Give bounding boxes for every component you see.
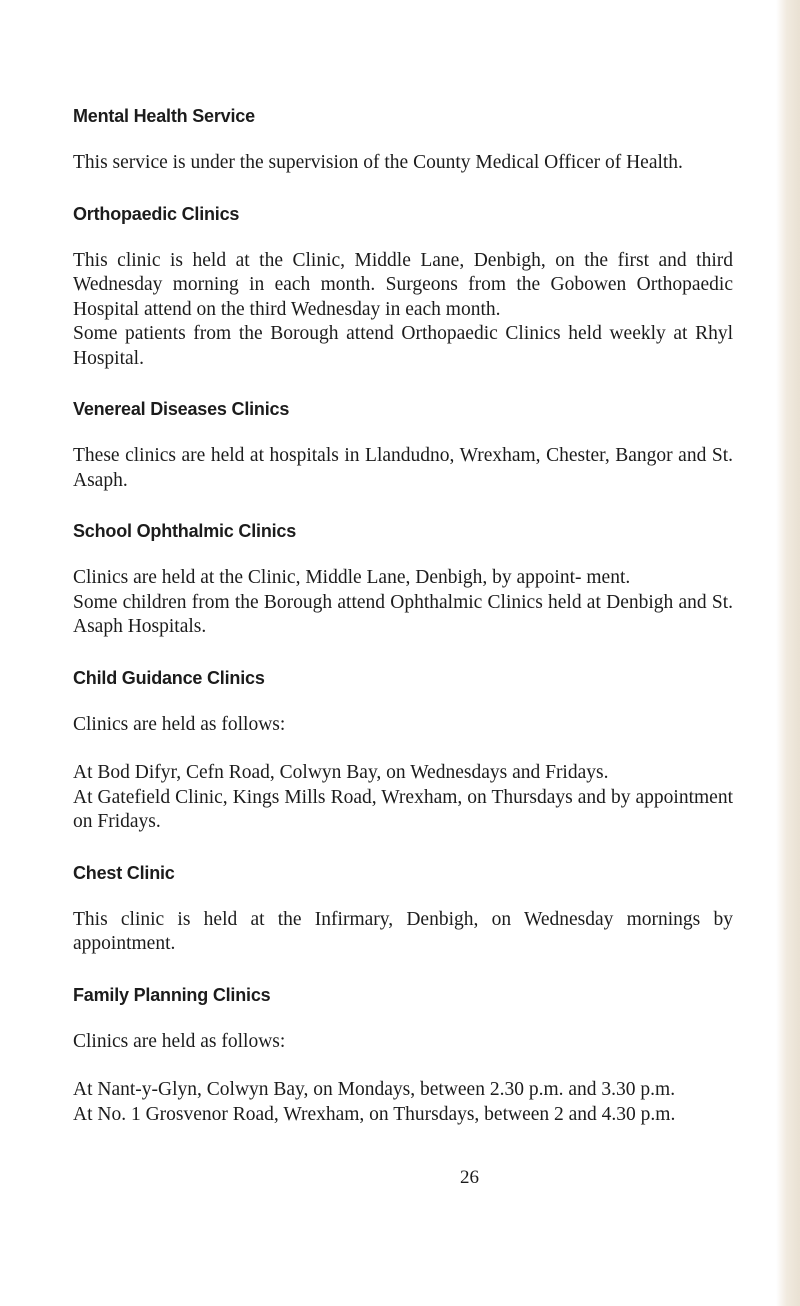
paragraph-block bbox=[73, 249, 733, 372]
section-child-guidance-clinics bbox=[73, 666, 733, 835]
section-family-planning-clinics bbox=[73, 983, 733, 1128]
paragraph: Clinics are held as follows: bbox=[73, 713, 286, 735]
section-heading: Child Guidance Clinics bbox=[73, 667, 265, 688]
section-heading: School Ophthalmic Clinics bbox=[73, 521, 297, 541]
paragraph-block bbox=[73, 1078, 733, 1127]
paragraph: These clinics are held at hospitals in Llandudno, Wrexham, Chester, Bangor and St. Asaph. bbox=[73, 445, 733, 491]
paragraph: Clinics are held at the Clinic, Middle Lane, Denbigh, by appoint- ment. bbox=[73, 567, 631, 588]
paragraph-block bbox=[73, 1030, 733, 1055]
paragraph: At Nant-y-Glyn, Colwyn Bay, on Mondays, between 2.30 p.m. and 3.30 p.m. bbox=[73, 1079, 676, 1100]
paragraph-block bbox=[73, 566, 733, 640]
paragraph: Some children from the Borough attend Ophthalmic Clinics held at Denbigh and St. Asaph Hospitals. bbox=[73, 591, 733, 637]
section-school-ophthalmic-clinics bbox=[73, 519, 733, 640]
page-number: 26 bbox=[460, 1167, 479, 1188]
paragraph-block bbox=[73, 908, 733, 957]
paragraph: Clinics are held as follows: bbox=[73, 1030, 286, 1052]
paragraph: Some patients from the Borough attend Orthopaedic Clinics held weekly at Rhyl Hospital. bbox=[73, 323, 733, 369]
paragraph: At No. 1 Grosvenor Road, Wrexham, on Thursdays, between 2 and 4.30 p.m. bbox=[73, 1103, 676, 1125]
section-heading: Chest Clinic bbox=[73, 862, 175, 883]
section-heading: Venereal Diseases Clinics bbox=[73, 399, 290, 419]
paragraph-block bbox=[73, 713, 733, 738]
page-content bbox=[73, 104, 733, 1127]
paragraph-block bbox=[73, 761, 733, 835]
section-heading: Family Planning Clinics bbox=[73, 984, 271, 1005]
paragraph: This service is under the supervision of the County Medical Officer of Health. bbox=[73, 152, 683, 173]
paragraph: This clinic is held at the Infirmary, Denbigh, on Wednesday mornings by appointment. bbox=[73, 908, 733, 954]
paragraph: At Gatefield Clinic, Kings Mills Road, Wrexham, on Thursdays and by appointment on Fridays. bbox=[73, 786, 733, 832]
section-mental-health-service bbox=[73, 104, 733, 176]
paragraph: This clinic is held at the Clinic, Middle Lane, Denbigh, on the first and third Wednesday morning in each month. Surgeons from the Gobowen Orthopaedic Hospital attend on the third Wednesday in each month. bbox=[73, 249, 733, 320]
section-heading: Orthopaedic Clinics bbox=[73, 203, 240, 224]
paragraph-block bbox=[73, 444, 733, 493]
paragraph-block bbox=[73, 151, 733, 176]
paragraph: At Bod Difyr, Cefn Road, Colwyn Bay, on Wednesdays and Fridays. bbox=[73, 762, 609, 783]
section-heading: Mental Health Service bbox=[73, 106, 255, 126]
section-venereal-diseases-clinics bbox=[73, 397, 733, 493]
page-edge-shadow bbox=[776, 0, 800, 1306]
section-chest-clinic bbox=[73, 861, 733, 957]
section-orthopaedic-clinics bbox=[73, 202, 733, 372]
